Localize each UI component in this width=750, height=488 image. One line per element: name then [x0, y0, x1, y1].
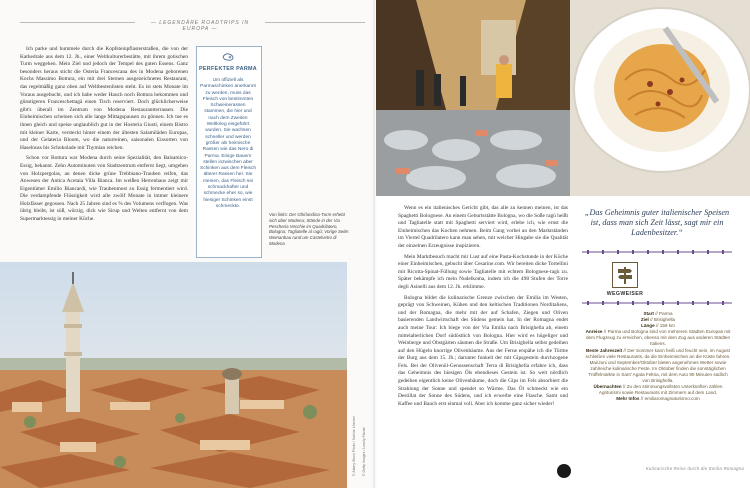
- wegweiser-value: // Der Sommer kann heiß und feucht sein, im August schließen viele Restaurants, da die Einheimischen an die Küste fahren. Mai/Juni und September/Oktober bieten angenehmes Wetter sowie zahlreiche kulinarische Feste. Im Oktober finden die sonntäglichen Trüffelmärkte in Sant' Agata Feltria, mit dem Auto 90 Minuten südlich von Brisighella.: [585, 347, 731, 384]
- pull-quote: „Das Geheimnis guter italienischer Speisen ist, dass man sich Zeit lässt, sagt mir ein Ladenbesitzer.“: [584, 208, 730, 237]
- info-box-title: PERFEKTER PARMA: [198, 66, 257, 72]
- article-paragraph: Ich parke und bummele durch die Kopfsteinpflasterstraßen, die von der Kathedrale aus dem 12. Jh., einer Weltkulturerbestätte, mit ihrem gotischen Turm weggehen. Mein Ziel und jedoch der Tempel des guten Essens. Ganz besonders heraus sticht die Osteria Francescana des in Modena geborenen Kochs Massimo Bottura, ein mit drei Sternen ausgezeichnetes Restaurant, das regelmäßig ganz oben auf Weltbestenlisten steht. Es ist stets Monate im Voraus ausgebucht, und ich habe weder Hauch noch Bottura bekommen und günstigeren Franceschettagä einen Tisch reserviert. Doch glücklicherweise gibt's überall im Zentrum von Modena Restaurantterrassen. Die Einheimischen scheinen sich alle lange Mittagspausen zu gönnen. Ich tue es ihnen gleich und speise unglaublich gut in der Hosteria Giusti, einem Bistro mit kleiner Karte, versteckt hinter einem der ältesten Salamiläden Europas, und der Gelateria Bloom, wo die naturreinen, saisonalen Eissorten von Haselnuss bis Schokolade mit Thymian reichen.: [20, 46, 188, 151]
- wegweiser-value: // Parma und Bologna sind von mehreren Städten Europas mit dem Flugzeug zu erreichen, ebenso mit dem Zug aus anderen Städten Italiens.: [585, 329, 731, 347]
- ornamental-border: [582, 301, 732, 305]
- article-paragraph: Wenn es ein italienisches Gericht gibt, das alle zu kennen meinen, ist das Spaghetti Bolognese. An einem Geburtsstätte Bologna, wo die Soße ragù heißt und Tagliatelle statt mit Spaghetti serviert wird, erlebe ich, wie ernst die Einheimischen das Kochen nehmen. Beim Gang vorbei an den Marktständen im Viertel Quadrilatero kann man sehen, mit welcher Hingabe sie die Qualität der einzelnen Erzeugnisse inspizieren.: [398, 205, 568, 249]
- wegweiser-title: WEGWEISER: [606, 291, 644, 297]
- running-header: — LEGENDÄRE ROADTRIPS IN EUROPA —: [150, 20, 250, 32]
- signpost-icon: [612, 262, 638, 288]
- ornamental-border: [582, 250, 732, 254]
- tagliatelle-photo: [570, 0, 750, 196]
- wegweiser-row: [585, 396, 731, 402]
- wegweiser-details: [585, 311, 731, 402]
- wegweiser-value: // Parma: [655, 311, 673, 316]
- wegweiser-label: Ziel: [640, 317, 649, 323]
- page-number-badge: [557, 464, 571, 478]
- wegweiser-row: [585, 384, 731, 396]
- wegweiser-value: // emiliaromagnaturismo.com: [640, 396, 700, 402]
- photo-credit-a: © Alamy Stock Photo / Sabine Löscher: [352, 415, 356, 476]
- bologna-market-photo: [376, 0, 570, 196]
- running-footer: Kulinarische Reise durch die Emilia-Romagna: [645, 466, 744, 471]
- wegweiser-label: Anreise: [585, 329, 603, 335]
- info-box-text: Um offiziell als Parmaschinken anerkannt zu werden, muss das Fleisch von bestimmten Schweinerassen stammen, die hier und nach dem Zweiten Weltkrieg eingeführt wurden. Sie wachsen schneller und werden größer als heimische Rassen wie das Nero di Parma. Einige Bauern stellen inzwischen aber Schinken aus dem Fleisch älterer Rassen her. Sie meinen, das Fleisch sei schmackhafter und schmecke eher so, wie hiesiger Schinken einst schmeckte.: [200, 78, 256, 209]
- wegweiser-row: [585, 348, 731, 385]
- article-paragraph: Bologna bildet die kulinarische Grenze zwischen der Emilia im Westen, geprägt von Schweinen, Kühen und den keltischen Traditionen Norditaliens, und der Romagna, die mehr mit der auf Schafen, Ziegen und Oliven basierenden Landwirtschaft des Südens gemein hat. In der Romagna endet auch meine Tour: Ich biege von der Via Emilia nach Brisighella ab, einem mittelalterlichen Dorf südöstlich von Bologna. Hier wird es hügeliger und Weinberge und Obstgärten säumen die Straße. Um Brisighella selbst gedeihen auf den Hügeln knorrige Olivenbäume. Aus der Ferne erspähe ich die Türme der Burg aus dem 15. Jh.; darunter funkelt der mit Gipsgestein durchzogene Fels. Bei der Olivenöl-Genossenschaft Terra di Brisighella erfahre ich, dass das Geheimnis des hiesigen Öls ebendieses Gestein ist. So weit nördlich gedeihen eigentlich keine Olivenbäume, doch die Gips im Fels absorbiert die Strahlung der Sonne und spendet so Wärme. Das Öl schmeckt wie ein Destillat der Sonne des Südens, und ich erwerbe eine Flasche. Samt und Kaffee und Bauch erst einmal voll. Aber ich komme ganz sicher wieder!: [398, 294, 568, 407]
- wegweiser-value: // Zu den stimmungsvollsten Unterkünften zählen Agriturismi sowie Restaurants mit Zimmern auf dem Land.: [598, 384, 723, 396]
- wegweiser-label: Beste Jahreszeit: [585, 347, 623, 353]
- photo-credit-b: © Getty Images / Lonely Planet: [362, 427, 366, 476]
- wegweiser-label: Übernachten: [593, 384, 622, 390]
- header-rule-right: [265, 22, 365, 23]
- wegweiser-value: // Brisighella: [650, 317, 676, 323]
- article-paragraph: Mein Marktbesuch macht mir Lust auf eine Pasta-Kochstunde in der Küche einer Einheimischen, gebucht über Cesarine.com. Wir bereiten dicke Tortellini mit Ricotta-Spinat-Füllung sowie Tagliatelle mit echtem Bolognese-ragù zu. Später bekämpfe ich mein Nudelkoma, indem ich die 498 Stufen der Torre degli Asinelli aus dem 12. Jh. erklimme.: [398, 253, 568, 290]
- header-rule-left: [20, 22, 135, 23]
- left-article-column: [20, 46, 188, 227]
- article-paragraph: Schon vor Bottura war Modena durch seine Spezialität, den Balsamico-Essig, bekannt. Zehn Autominuten von Stadtzentrum entfernt liegt, umgeben von Holzpergolas, an denen dicke grüne Trebbiano-Trauben reifen, das Anwesen der Antica Acetaia Villa Bianca. Im weißen Herrenhaus zeigt mir Eigentümer Emilio Biancardi, wie Traubenmost zu Essig fermentiert wird. Die verdampfende Flüssigkeit wird alle zwölf Monate in immer kleinere Holzfässer gegossen. Nach 25 Jahren sind es % des Volumens verflogen. Was übrig bleibt, ist süß, würzig, dick wie Sirup und Welten entfernt von dem Supermarktessig in meiner Küche.: [20, 155, 188, 223]
- wegweiser-value: // 159 km: [655, 323, 675, 329]
- photo-caption: Von links: Der Ghirlandina-Turm erhebt sich über Modena; Stände in der Via Pescheria Vecchie im Quadrilatero, Bologna; Tagliatelle al ragù; Vorige Seite: Weinanbau rund um Castelvetro di Modena: [269, 212, 350, 246]
- wegweiser-label: Länge: [641, 323, 655, 329]
- modena-skyline-photo: [0, 262, 347, 488]
- wegweiser-row: [585, 329, 731, 347]
- wegweiser-label: Start: [643, 311, 654, 316]
- ham-icon: [222, 52, 234, 62]
- wegweiser-label: Mehr Infos: [616, 396, 640, 402]
- middle-article-column: [398, 205, 568, 411]
